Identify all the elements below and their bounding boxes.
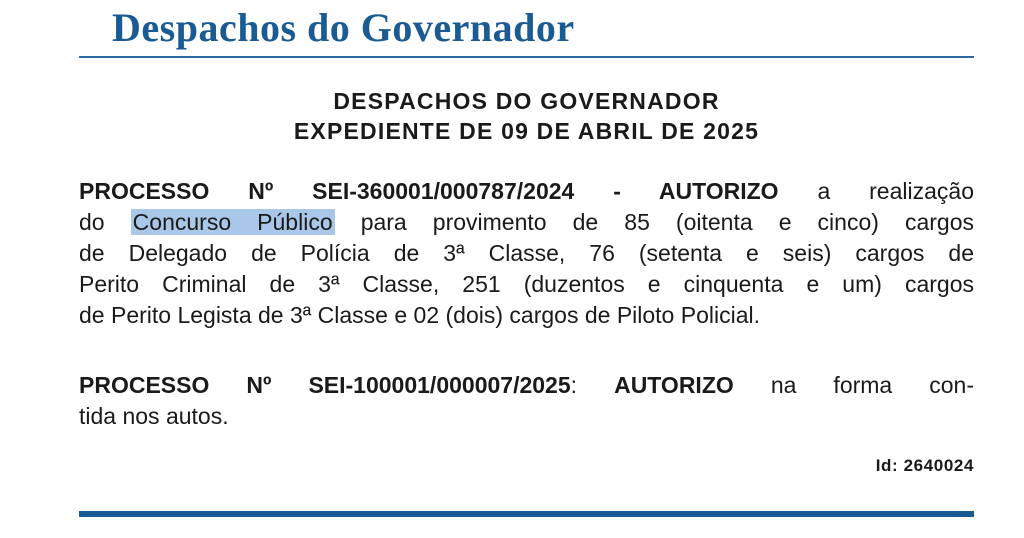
highlighted-text[interactable]: Concurso Público (132, 209, 333, 235)
process-line: tida nos autos. (79, 403, 229, 429)
document-subheading: EXPEDIENTE DE 09 DE ABRIL DE 2025 (293, 118, 760, 144)
process-number: PROCESSO Nº SEI-100001/000007/2025 (79, 372, 571, 398)
process-line: de Delegado de Polícia de 3ª Classe, 76 (setenta e seis) cargos de (79, 240, 974, 266)
process-text: na forma con- (770, 372, 975, 398)
process-entry (79, 176, 974, 331)
process-action: AUTORIZO (614, 372, 734, 398)
process-number: PROCESSO Nº SEI-360001/000787/2024 - AUTORIZO (79, 178, 779, 204)
process-line (79, 176, 974, 207)
process-line: de Perito Legista de 3ª Classe e 02 (dois) cargos de Piloto Policial. (79, 302, 760, 328)
process-text: do (79, 209, 105, 235)
section-header: Despachos do Governador (112, 5, 575, 50)
process-line (79, 370, 974, 401)
header-divider (79, 56, 974, 58)
process-line: Perito Criminal de 3ª Classe, 251 (duzentos e cinquenta e um) cargos (79, 271, 974, 297)
process-line (79, 207, 974, 238)
document-id: Id: 2640024 (875, 456, 974, 475)
process-entry (79, 370, 974, 432)
process-separator: : (570, 372, 578, 398)
document-heading: DESPACHOS DO GOVERNADOR (333, 88, 720, 114)
footer-divider (79, 511, 974, 517)
process-text: a realização (817, 178, 974, 204)
process-text: para provimento de 85 (oitenta e cinco) cargos (360, 209, 975, 235)
